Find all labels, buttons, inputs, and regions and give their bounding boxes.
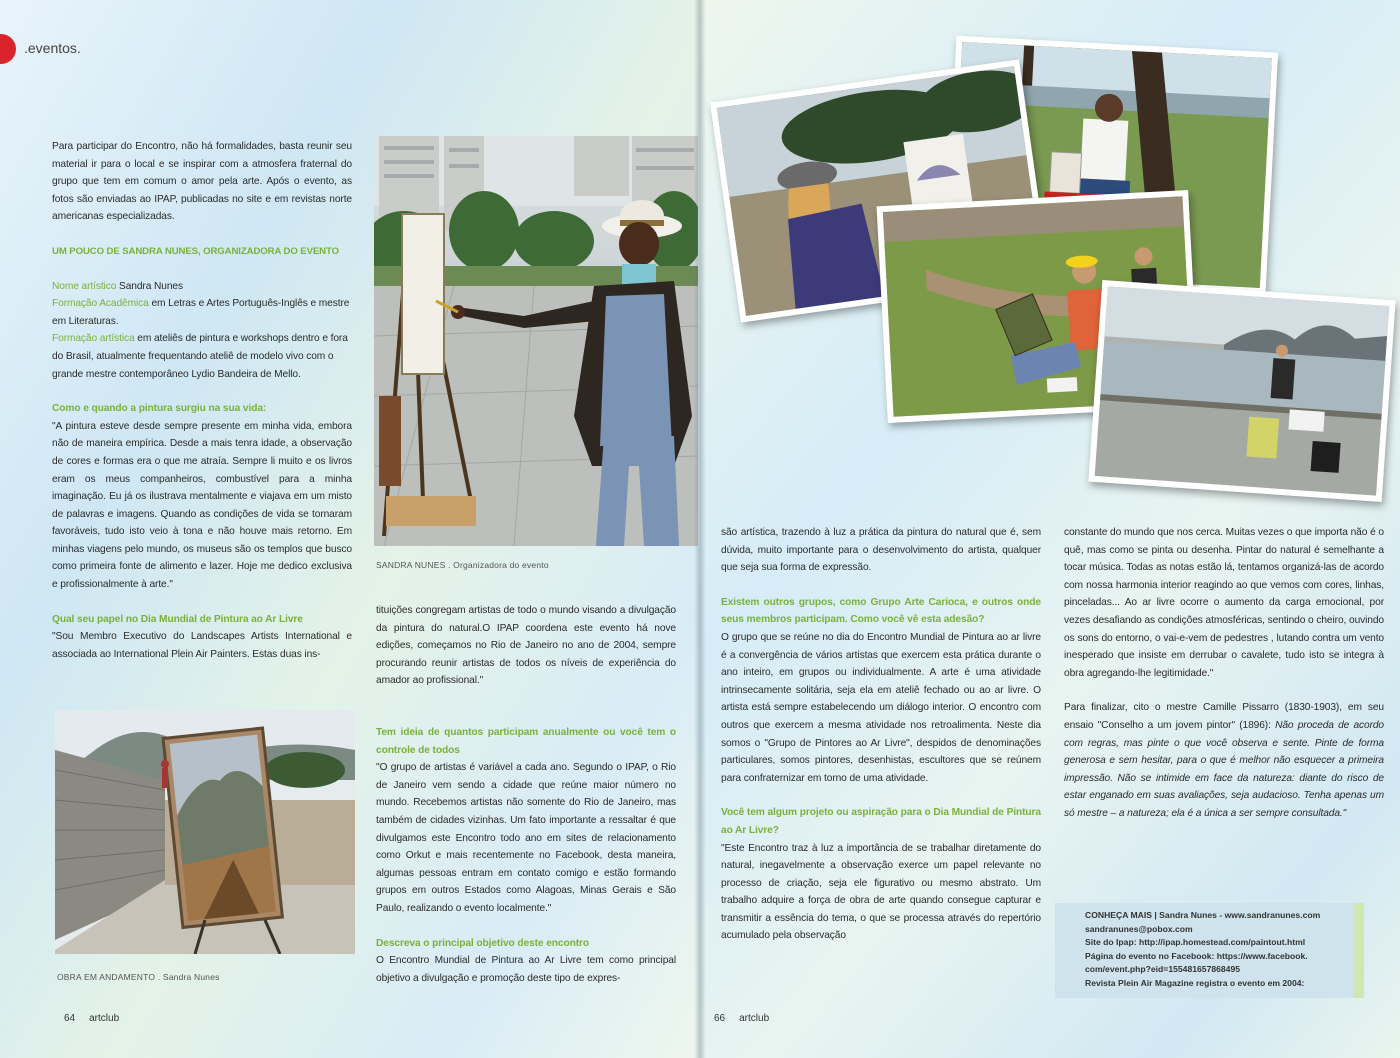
painter-by-bay-scene [1095, 286, 1390, 495]
left-column-2 [376, 602, 676, 987]
question-heading: Tem ideia de quantos participam anualmente ou você tem o controle de todos [376, 726, 676, 756]
question-heading: Existem outros grupos, como Grupo Arte Carioca, e outros onde seus membros participam. Como você vê esta adesão? [721, 596, 1041, 626]
question-heading: Descreva o principal objetivo deste encontro [376, 937, 589, 949]
page-gutter [694, 0, 706, 1058]
page-number: 64 [64, 1013, 76, 1024]
answer-paragraph: são artística, trazendo à luz a prática da pintura do natural que é, sem dúvida, muito importante para o desenvolvimento do artista, qualquer que seja sua forma de expressão. [721, 527, 1041, 574]
left-column-1 [52, 138, 352, 663]
answer-paragraph: O grupo que se reúne no dia do Encontro Mundial de Pintura ao ar livre é a convergência de vários artistas que exercem esta prática durante o ano inteiro, em grupos ou individualmente. A arte é uma atividade intrinsecamente solitária, seja ela em ateliê fechado ou ao ar livre. O artista está sempre estabelecendo um diálogo interior. O encontro com outros que exercem a mesma atividade nos retroalimenta. Neste dia somos o "Grupo de Pintores ao Ar Livre", despidos de denominações particulares, somos pintores, desenhistas, escultores que se reúnem para confraternizar em torno de uma atividade. [721, 631, 1041, 784]
answer-paragraph: O Encontro Mundial de Pintura ao Ar Livre tem como principal objetivo a divulgação e promoção deste tipo de expres- [376, 955, 676, 984]
page-footer [64, 1013, 119, 1024]
section-marker [0, 34, 16, 64]
right-column-2 [1064, 524, 1384, 823]
bio-line: Formação artística em ateliês de pintura e workshops dentro e fora do Brasil, atualmente frequentando ateliê de modelo vivo com o grande mestre contemporâneo Lydio Bandeira de Mello. [52, 333, 348, 380]
magazine-name: artclub [739, 1013, 770, 1024]
page-footer [714, 1013, 769, 1024]
photo-caption: OBRA EM ANDAMENTO . Sandra Nunes [57, 972, 220, 982]
info-line: CONHEÇA MAIS | Sandra Nunes - www.sandranunes.com [1085, 910, 1321, 920]
answer-paragraph: "O grupo de artistas é variável a cada ano. Segundo o IPAP, o Rio de Janeiro vem sendo a cidade que reúne maior número no mundo. Recebemos artistas não somente do Rio de Janeiro, mas também de cidades vizinhas. Um fato importante a ressaltar é que divulgamos este Encontro todo ano em sites de relacionamento como Orkut e mais recentemente no Facebook, desta maneira, algumas pessoas entram em contato comigo e estão formando grupos em outros Estados como Alagoas, Minas Gerais e São Paulo, realizando o evento localmente." [376, 762, 676, 914]
answer-paragraph: "Sou Membro Executivo do Landscapes Artists International e associada ao International Plein Air Painters. Estas duas ins- [52, 631, 352, 660]
question-heading: Qual seu papel no Dia Mundial de Pintura ao Ar Livre [52, 613, 303, 625]
info-line: com/event.php?eid=155481657868495 [1085, 964, 1241, 975]
question-heading: Como e quando a pintura surgiu na sua vida: [52, 403, 267, 415]
photo-painter-by-bay [1088, 280, 1395, 502]
answer-paragraph: tituições congregam artistas de todo o mundo visando a divulgação da pintura do natural.O IPAP coordena este evento há nove edições, começamos no Rio de Janeiro no ano de 2004, sempre procurando reunir artistas de todos os níveis de experiência do amador ao profissional." [376, 605, 676, 687]
work-in-progress-scene [55, 710, 355, 954]
info-line: sandranunes@pobox.com [1085, 923, 1193, 934]
painting-scene [374, 136, 698, 546]
photo-caption: SANDRA NUNES . Organizadora do evento [376, 560, 549, 570]
bio-line: Formação Acadêmica em Letras e Artes Português-Inglês e mestre em Literaturas. [52, 298, 350, 327]
page-number: 66 [714, 1013, 726, 1024]
section-title: .eventos. [24, 40, 81, 56]
info-line: Página do evento no Facebook: https://www.facebook. [1085, 950, 1308, 961]
bio-heading: UM POUCO DE SANDRA NUNES, ORGANIZADORA DO EVENTO [52, 245, 339, 257]
info-line: Revista Plein Air Magazine registra o evento em 2004: [1085, 977, 1305, 988]
photo-work-in-progress [55, 710, 355, 954]
photo-sandra-nunes-painting [374, 136, 698, 546]
answer-paragraph: "Este Encontro traz à luz a importância de se trabalhar diretamente do natural, inegavelmente a observação exerce um papel relevante no processo de criação, seja ele figurativo ou mesmo abstrato. Um trabalho adquire a força de obra de arte quando consegue capturar e transmitir a essência do tema, o que se processa através do repertório acumulado pela observação [721, 842, 1041, 942]
right-column-1 [721, 524, 1041, 945]
intro-paragraph: Para participar do Encontro, não há formalidades, basta reunir seu material ir para o local e se inspirar com a atmosfera fraternal do grupo que tem em comum o amor pela arte. Após o evento, as fotos são enviadas ao IPAP, publicadas no site e em revistas norte americanas especializadas. [52, 141, 352, 223]
right-page [700, 0, 1400, 1058]
info-line: Site do Ipap: http://ipap.homestead.com/paintout.html [1085, 937, 1306, 948]
closing-paragraph: Para finalizar, cito o mestre Camille Pissarro (1830-1903), em seu ensaio "Conselho a um jovem pintor" (1896): Não proceda de acordo com regras, mas pinte o que você observa e sente. Pinte de forma generosa e sem hesitar, para o que é melhor não esquecer a primeira impressão. Não se intimide em face da natureza: diante do risco de estar enganado em suas avaliações, seja audacioso. Tenha apenas um só mestre – a natureza; ela é a única a ser sempre consultada." [1064, 702, 1384, 819]
more-info-box [1055, 903, 1360, 998]
question-heading: Você tem algum projeto ou aspiração para o Dia Mundial de Pintura ao Ar Livre? [721, 807, 1041, 836]
magazine-name: artclub [89, 1013, 120, 1024]
answer-paragraph: "A pintura esteve desde sempre presente em minha vida, embora não de maneira empírica. Desde a mais tenra idade, a observação de cores e formas era o que me atraía. Sempre li muito e os livros eram os meus companheiros, combustível para a minha imaginação. Eu já os ilustrava mentalmente e viajava em um misto de palavras e imagens. Quando as condições de vida se tornaram favoráveis, tudo isto veio à tona e não houve mais retorno. Em minhas viagens pelo mundo, os museus são os templos que busco como primeira fonte de alimento e lazer. Hoje me dedico exclusiva e profissionalmente à arte." [52, 420, 352, 591]
info-box-accent-bar [1354, 903, 1364, 998]
answer-paragraph: constante do mundo que nos cerca. Muitas vezes o que importa não é o quê, mas como se pinta ou desenha. Pintar do natural é semelhante a tocar música. Todas as notas estão lá, tentamos organizá-las de acordo com nossa harmonia interior reagindo ao que vemos com cores, linhas, pinceladas... Ao ar livre ocorre o aumento da carga emocional, por vezes desafiando as condições atmosféricas, sentindo o cheiro, ouvindo os sons do entorno, o vai-e-vem de pedestres , lutando contra um vento inesperado que insiste em derrubar o cavalete, tudo isto se integra à obra agregando-lhe legitimidade." [1064, 527, 1384, 679]
bio-line: Nome artístico Sandra Nunes [52, 280, 183, 292]
